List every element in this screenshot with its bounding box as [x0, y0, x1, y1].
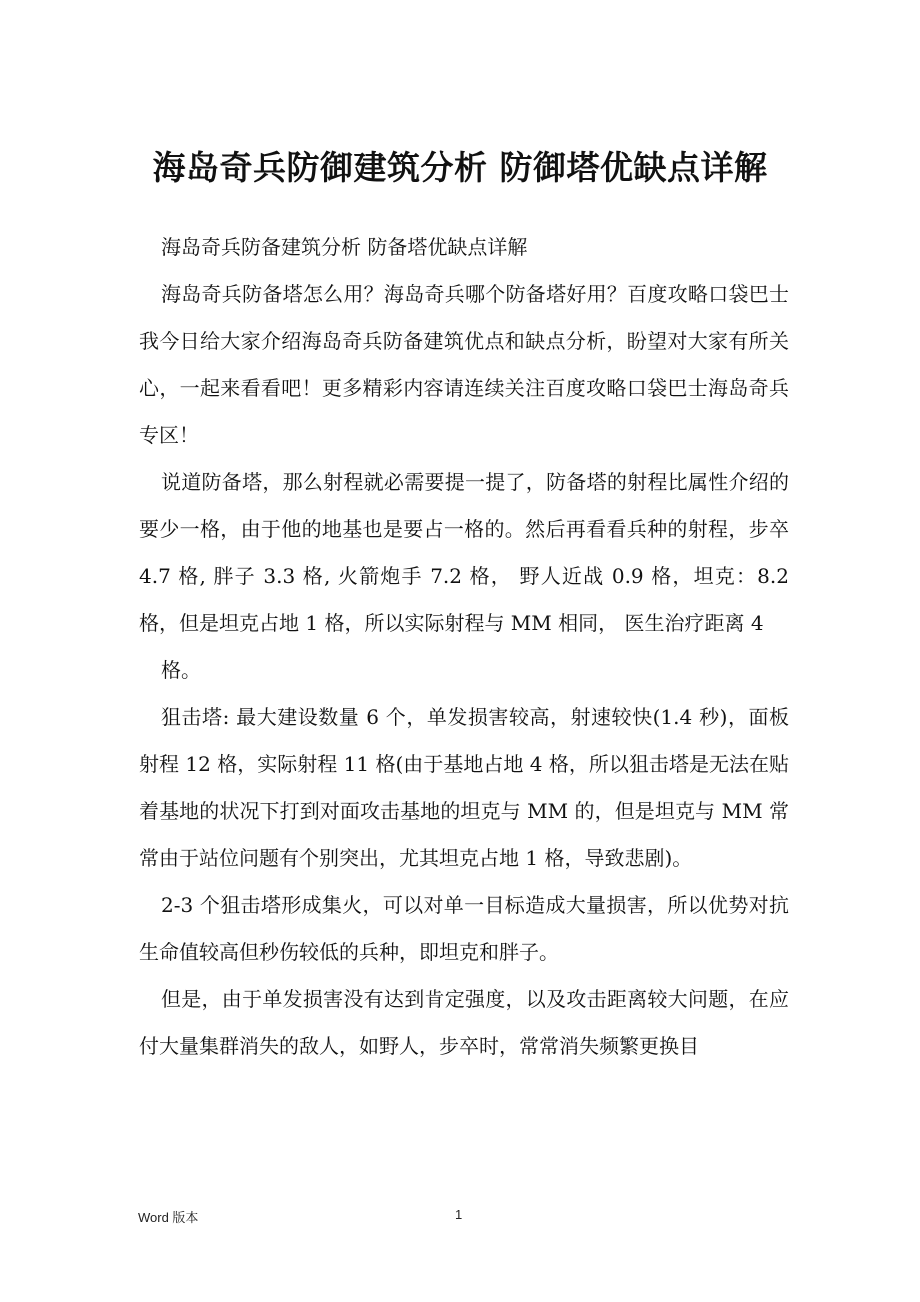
document-body — [139, 224, 789, 1070]
paragraph-range-end: 格。 — [161, 658, 201, 682]
footer-label: Word 版本 — [138, 1210, 199, 1225]
paragraph-drawback: 但是，由于单发损害没有达到肯定强度，以及攻击距离较大问题，在应付大量集群消失的敌人，如野人，步卒时，常常消失频繁更换目 — [139, 987, 789, 1058]
paragraph-range: 说道防备塔，那么射程就必需要提一提了，防备塔的射程比属性介绍的要少一格，由于他的地基也是要占一格的。然后再看看兵种的射程，步卒 4.7 格, 胖子 3.3 格, 火箭炮手 7.2 格， 野人近战 0.9 格，坦克：8.2 格，但是坦克占地 1 格，所以实际射程与 MM 相同， 医生治疗距离 4 — [139, 470, 789, 635]
paragraph-subtitle: 海岛奇兵防备建筑分析 防备塔优缺点详解 — [161, 235, 528, 259]
document-title: 海岛奇兵防御建筑分析 防御塔优缺点详解 — [152, 148, 768, 187]
page-number: 1 — [455, 1207, 463, 1222]
paragraph-sniper-tower: 狙击塔: 最大建设数量 6 个，单发损害较高，射速较快(1.4 秒)，面板射程 12 格，实际射程 11 格(由于基地占地 4 格，所以狙击塔是无法在贴着基地的状况下打到对面攻击基地的坦克与 MM 的，但是坦克与 MM 常常由于站位问题有个别突出，尤其坦克占地 1 格，导致悲剧)。 — [139, 705, 789, 870]
paragraph-intro: 海岛奇兵防备塔怎么用？海岛奇兵哪个防备塔好用？百度攻略口袋巴士我今日给大家介绍海岛奇兵防备建筑优点和缺点分析，盼望对大家有所关心，一起来看看吧！更多精彩内容请连续关注百度攻略口袋巴士海岛奇兵专区！ — [139, 282, 789, 447]
paragraph-focus-fire: 2-3 个狙击塔形成集火，可以对单一目标造成大量损害，所以优势对抗生命值较高但秒伤较低的兵种，即坦克和胖子。 — [139, 893, 789, 964]
